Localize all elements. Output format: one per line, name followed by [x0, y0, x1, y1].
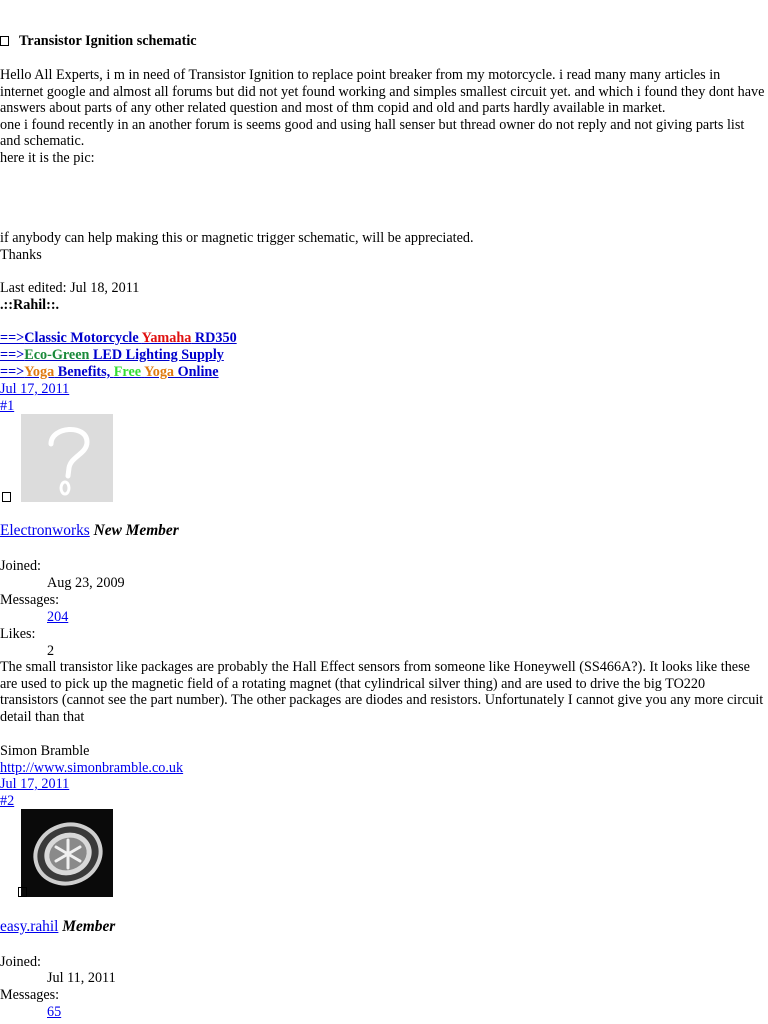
- member-2-name-link[interactable]: easy.rahil: [0, 918, 59, 935]
- signature-link-text[interactable]: [0, 364, 219, 380]
- member-2-joined-label: Joined:: [0, 954, 41, 970]
- member-1-joined-label: Joined:: [0, 558, 41, 574]
- post-1-paragraph: if anybody can help making this or magnetic trigger schematic, will be appreciated.: [0, 230, 474, 246]
- signature-link-3[interactable]: [0, 364, 219, 381]
- signature-link-2[interactable]: [0, 347, 224, 364]
- signature-link-1[interactable]: [0, 330, 237, 347]
- link-segment: Benefits,: [54, 364, 114, 380]
- member-2-header: [0, 919, 115, 936]
- last-edited: Last edited: Jul 18, 2011: [0, 280, 140, 296]
- post-1-date-link[interactable]: Jul 17, 2011: [0, 381, 70, 397]
- link-segment: Free: [113, 364, 142, 380]
- link-segment: LED Lighting Supply: [89, 347, 224, 363]
- post-2-signature-url-link[interactable]: http://www.simonbramble.co.uk: [0, 760, 184, 776]
- member-2-title: Member: [62, 918, 116, 935]
- thread-title: Transistor Ignition schematic: [19, 33, 197, 49]
- member-2-messages-link[interactable]: 65: [47, 1004, 62, 1020]
- member-1-messages-label: Messages:: [0, 592, 60, 608]
- thread-title-row: [0, 33, 197, 50]
- post-2-date-link[interactable]: Jul 17, 2011: [0, 776, 70, 792]
- member-2-joined-value: Jul 11, 2011: [47, 970, 116, 986]
- tuning-fork-emblem-icon: [21, 809, 113, 897]
- signature-name: .::Rahil::.: [0, 297, 60, 313]
- checkbox-icon[interactable]: [0, 36, 9, 46]
- member-1-likes-label: Likes:: [0, 626, 36, 642]
- member-1-header: [0, 523, 179, 540]
- link-arrow: ==>: [0, 347, 25, 363]
- checkbox-icon[interactable]: [18, 887, 27, 897]
- link-segment: Classic Motorcycle: [24, 330, 142, 346]
- post-1-paragraph: here it is the pic:: [0, 149, 95, 166]
- post-2-paragraph: The small transistor like packages are probably the Hall Effect sensors from someone like Honeywell (SS466A?). It looks like these are used to pick up the magnetic field of a rotating magnet (that cylindrical silver thing) and are used to drive the big TO220 transistors (cannot see the part number). The other packages are diodes and resistors. Unfortunately I cannot give you any more circuit detail than that: [0, 659, 764, 725]
- link-arrow: ==>: [0, 364, 25, 380]
- question-mark-icon: [21, 414, 113, 502]
- link-segment: Yamaha: [141, 330, 192, 346]
- member-1-name-link[interactable]: Electronworks: [0, 522, 90, 539]
- post-1-body: [0, 67, 766, 167]
- signature-link-text[interactable]: [0, 330, 237, 346]
- member-1-joined-value: Aug 23, 2009: [47, 575, 125, 591]
- member-1-title: New Member: [93, 522, 179, 539]
- avatar[interactable]: [21, 414, 113, 502]
- avatar[interactable]: [21, 809, 113, 897]
- checkbox-icon[interactable]: [2, 492, 11, 502]
- post-2-number-link[interactable]: #2: [0, 793, 15, 809]
- link-segment: RD350: [191, 330, 237, 346]
- member-1-likes-value: 2: [47, 643, 55, 659]
- link-segment: Online: [174, 364, 219, 380]
- link-arrow: ==>: [0, 330, 25, 346]
- post-2-signature-name: Simon Bramble: [0, 743, 90, 759]
- link-segment: Yoga: [144, 364, 175, 380]
- post-1-paragraph: Hello All Experts, i m in need of Transistor Ignition to replace point breaker from my motorcycle. i read many many articles in internet google and almost all forums but did not yet found working and simples smallest circuit yet. and which i found they dont have answers about parts of any other related question and most of thm copid and old and parts hardly available in market.: [0, 67, 765, 117]
- post-1-number-link[interactable]: #1: [0, 398, 15, 414]
- post-1-paragraph: Thanks: [0, 247, 42, 263]
- link-segment: Eco-Green: [24, 347, 90, 363]
- member-2-messages-label: Messages:: [0, 987, 60, 1003]
- post-1-paragraph: one i found recently in an another forum is seems good and using hall senser but thread owner do not reply and not giving parts list and schematic.: [0, 116, 745, 150]
- link-segment: Yoga: [24, 364, 55, 380]
- member-1-messages-link[interactable]: 204: [47, 609, 69, 625]
- signature-link-text[interactable]: [0, 347, 224, 363]
